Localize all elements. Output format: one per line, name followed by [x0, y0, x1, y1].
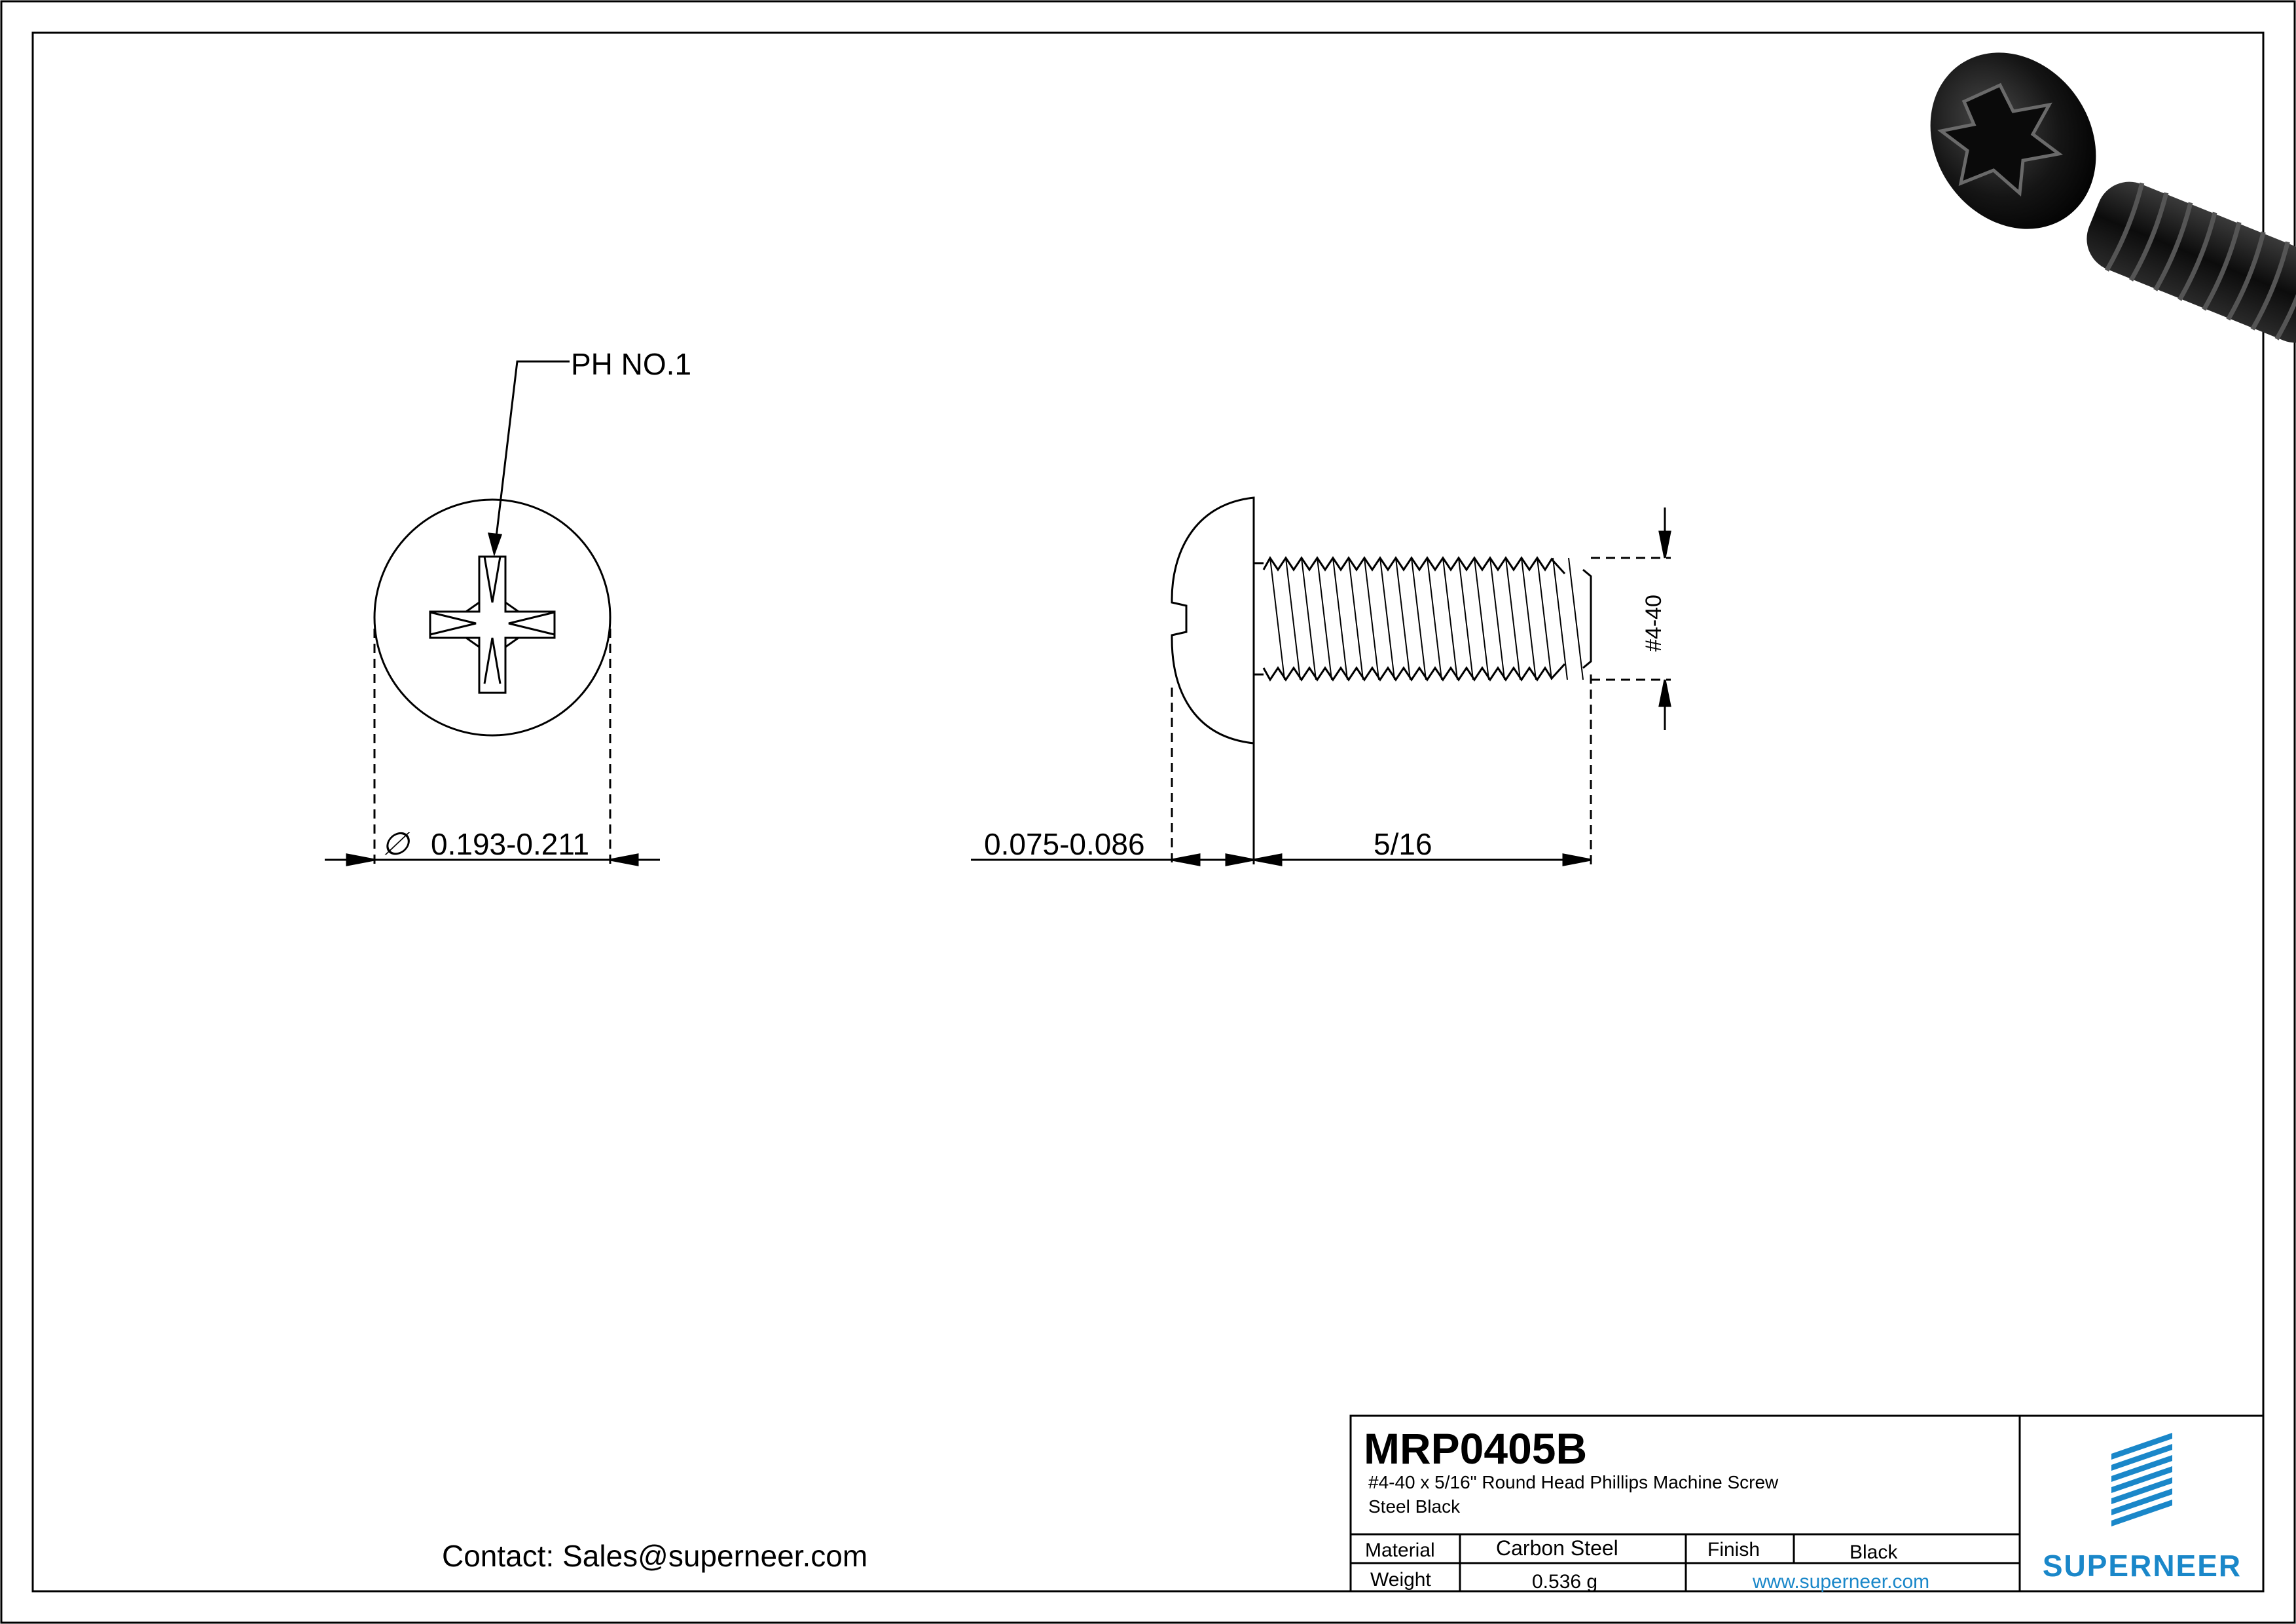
dim-length: 5/16 — [1374, 827, 1432, 861]
finish-label: Finish — [1707, 1539, 1760, 1560]
phillips-recess — [430, 557, 555, 693]
dim-head-height: 0.075-0.086 — [984, 827, 1145, 861]
weight-value: 0.536 g — [1532, 1571, 1598, 1593]
finish-value: Black — [1850, 1541, 1898, 1563]
dim-thread: #4-40 — [1641, 595, 1666, 652]
material-value: Carbon Steel — [1496, 1536, 1618, 1560]
thread-top — [1264, 558, 1565, 574]
weight-label: Weight — [1370, 1569, 1431, 1591]
inner-border — [33, 33, 2263, 1591]
material-label: Material — [1365, 1540, 1435, 1561]
round-head — [1172, 498, 1254, 743]
brand-name: SUPERNEER — [2042, 1549, 2242, 1583]
top-view — [325, 361, 660, 865]
outer-border — [1, 1, 2295, 1623]
black-screw-render — [1897, 20, 2296, 360]
website-link[interactable]: www.superneer.com — [1753, 1571, 1930, 1593]
contact-email[interactable]: Contact: Sales@superneer.com — [442, 1539, 868, 1573]
side-view — [971, 498, 1671, 865]
dim-diameter: 0.193-0.211 — [431, 827, 590, 861]
part-number: MRP0405B — [1364, 1424, 1588, 1473]
diameter-symbol: ∅ — [382, 827, 409, 862]
description-line2: Steel Black — [1368, 1496, 1461, 1517]
phillips-callout: PH NO.1 — [571, 347, 692, 381]
superneer-stripes-logo — [2111, 1433, 2172, 1526]
description-line1: #4-40 x 5/16" Round Head Phillips Machine Screw — [1368, 1472, 1779, 1492]
callout-leader — [494, 361, 570, 553]
